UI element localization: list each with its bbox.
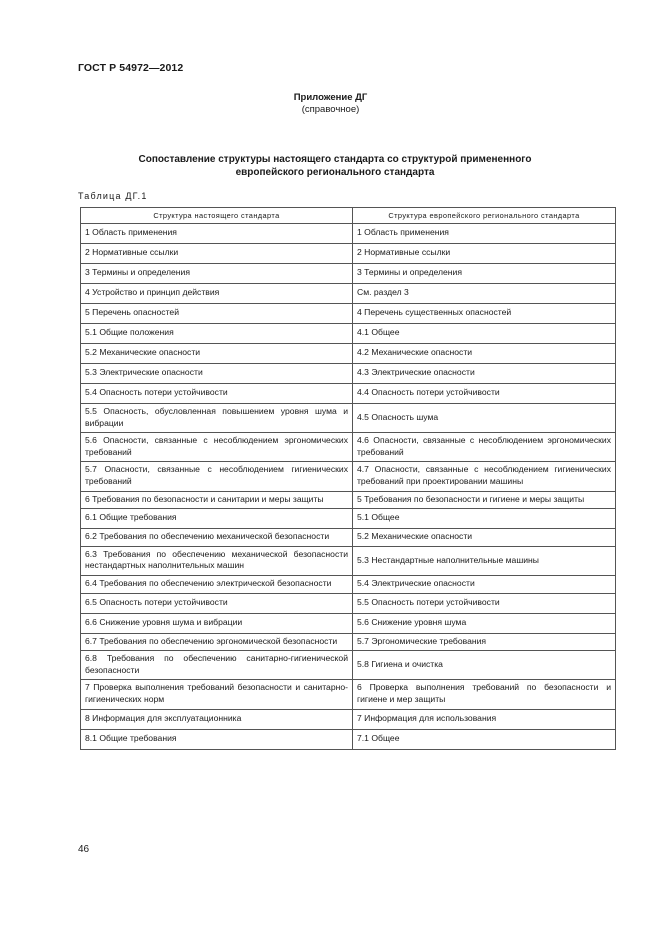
cell-european-section: 5.3 Нестандартные наполнительные машины bbox=[353, 546, 616, 575]
header-national-standard: Структура настоящего стандарта bbox=[81, 208, 353, 224]
cell-european-section: 4.4 Опасность потери устойчивости bbox=[353, 384, 616, 404]
table-row bbox=[81, 344, 616, 364]
cell-european-section: 6 Проверка выполнения требований по безопасности и гигиене и мер защиты bbox=[353, 680, 616, 709]
cell-national-section: 6.6 Снижение уровня шума и вибрации bbox=[81, 613, 353, 633]
cell-national-section: 6.4 Требования по обеспечению электрической безопасности bbox=[81, 575, 353, 593]
annex-heading bbox=[0, 92, 661, 116]
cell-national-section: 6.5 Опасность потери устойчивости bbox=[81, 593, 353, 613]
cell-national-section: 1 Область применения bbox=[81, 224, 353, 244]
cell-european-section: 7 Информация для использования bbox=[353, 709, 616, 729]
cell-national-section: 3 Термины и определения bbox=[81, 264, 353, 284]
cell-european-section: 5.6 Снижение уровня шума bbox=[353, 613, 616, 633]
cell-european-section: 5.8 Гигиена и очистка bbox=[353, 651, 616, 680]
table-row bbox=[81, 384, 616, 404]
cell-national-section: 6.2 Требования по обеспечению механической безопасности bbox=[81, 529, 353, 547]
table-row bbox=[81, 462, 616, 491]
cell-national-section: 8.1 Общие требования bbox=[81, 729, 353, 749]
table-row bbox=[81, 529, 616, 547]
cell-european-section: 4.2 Механические опасности bbox=[353, 344, 616, 364]
table-row bbox=[81, 651, 616, 680]
cell-european-section: 4.6 Опасности, связанные с несоблюдением эргономических требований bbox=[353, 433, 616, 462]
table-row bbox=[81, 575, 616, 593]
table-row bbox=[81, 680, 616, 709]
cell-european-section: 5.4 Электрические опасности bbox=[353, 575, 616, 593]
table-caption: Таблица ДГ.1 bbox=[78, 191, 148, 201]
table-row bbox=[81, 593, 616, 613]
cell-european-section: 5.2 Механические опасности bbox=[353, 529, 616, 547]
table-row bbox=[81, 264, 616, 284]
table-row bbox=[81, 509, 616, 529]
section-title bbox=[100, 153, 570, 179]
section-title-line-2: европейского регионального стандарта bbox=[235, 167, 435, 178]
table-header-row bbox=[81, 208, 616, 224]
cell-national-section: 6.8 Требования по обеспечению санитарно-гигиенической безопасности bbox=[81, 651, 353, 680]
table-row bbox=[81, 304, 616, 324]
cell-european-section: См. раздел 3 bbox=[353, 284, 616, 304]
cell-national-section: 5.4 Опасность потери устойчивости bbox=[81, 384, 353, 404]
cell-national-section: 5 Перечень опасностей bbox=[81, 304, 353, 324]
cell-european-section: 1 Область применения bbox=[353, 224, 616, 244]
cell-national-section: 5.2 Механические опасности bbox=[81, 344, 353, 364]
table-row bbox=[81, 613, 616, 633]
cell-national-section: 6 Требования по безопасности и санитарии и меры защиты bbox=[81, 491, 353, 509]
cell-national-section: 8 Информация для эксплуатационника bbox=[81, 709, 353, 729]
table-body bbox=[81, 224, 616, 750]
table-row bbox=[81, 709, 616, 729]
annex-subtitle: (справочное) bbox=[301, 104, 360, 115]
cell-national-section: 5.1 Общие положения bbox=[81, 324, 353, 344]
cell-european-section: 5.7 Эргономические требования bbox=[353, 633, 616, 651]
cell-national-section: 5.3 Электрические опасности bbox=[81, 364, 353, 384]
cell-european-section: 3 Термины и определения bbox=[353, 264, 616, 284]
cell-national-section: 2 Нормативные ссылки bbox=[81, 244, 353, 264]
document-code: ГОСТ Р 54972—2012 bbox=[78, 62, 184, 74]
table-row bbox=[81, 284, 616, 304]
table-row bbox=[81, 633, 616, 651]
table-row bbox=[81, 324, 616, 344]
table-row bbox=[81, 546, 616, 575]
table-row bbox=[81, 491, 616, 509]
table-row bbox=[81, 244, 616, 264]
cell-european-section: 4.7 Опасности, связанные с несоблюдением гигиенических требований при проектировании машины bbox=[353, 462, 616, 491]
header-european-standard: Структура европейского регионального стандарта bbox=[353, 208, 616, 224]
table-row bbox=[81, 224, 616, 244]
cell-national-section: 5.6 Опасности, связанные с несоблюдением эргономических требований bbox=[81, 433, 353, 462]
section-title-line-1: Сопоставление структуры настоящего стандарта со структурой примененного bbox=[138, 154, 532, 165]
cell-national-section: 6.1 Общие требования bbox=[81, 509, 353, 529]
cell-european-section: 7.1 Общее bbox=[353, 729, 616, 749]
table-row bbox=[81, 433, 616, 462]
cell-european-section: 5.1 Общее bbox=[353, 509, 616, 529]
cell-european-section: 4.5 Опасность шума bbox=[353, 404, 616, 433]
cell-national-section: 5.5 Опасность, обусловленная повышением уровня шума и вибрации bbox=[81, 404, 353, 433]
table-row bbox=[81, 404, 616, 433]
cell-national-section: 6.7 Требования по обеспечению эргономической безопасности bbox=[81, 633, 353, 651]
cell-national-section: 7 Проверка выполнения требований безопасности и санитарно-гигиенических норм bbox=[81, 680, 353, 709]
cell-european-section: 4 Перечень существенных опасностей bbox=[353, 304, 616, 324]
cell-national-section: 6.3 Требования по обеспечению механической безопасности нестандартных наполнительных машин bbox=[81, 546, 353, 575]
annex-title: Приложение ДГ bbox=[293, 92, 368, 103]
cell-european-section: 4.1 Общее bbox=[353, 324, 616, 344]
table-row bbox=[81, 364, 616, 384]
cell-european-section: 4.3 Электрические опасности bbox=[353, 364, 616, 384]
comparison-table bbox=[80, 207, 616, 750]
cell-european-section: 2 Нормативные ссылки bbox=[353, 244, 616, 264]
page-number: 46 bbox=[78, 844, 90, 855]
cell-national-section: 4 Устройство и принцип действия bbox=[81, 284, 353, 304]
cell-european-section: 5 Требования по безопасности и гигиене и меры защиты bbox=[353, 491, 616, 509]
cell-european-section: 5.5 Опасность потери устойчивости bbox=[353, 593, 616, 613]
cell-national-section: 5.7 Опасности, связанные с несоблюдением гигиенических требований bbox=[81, 462, 353, 491]
table-row bbox=[81, 729, 616, 749]
